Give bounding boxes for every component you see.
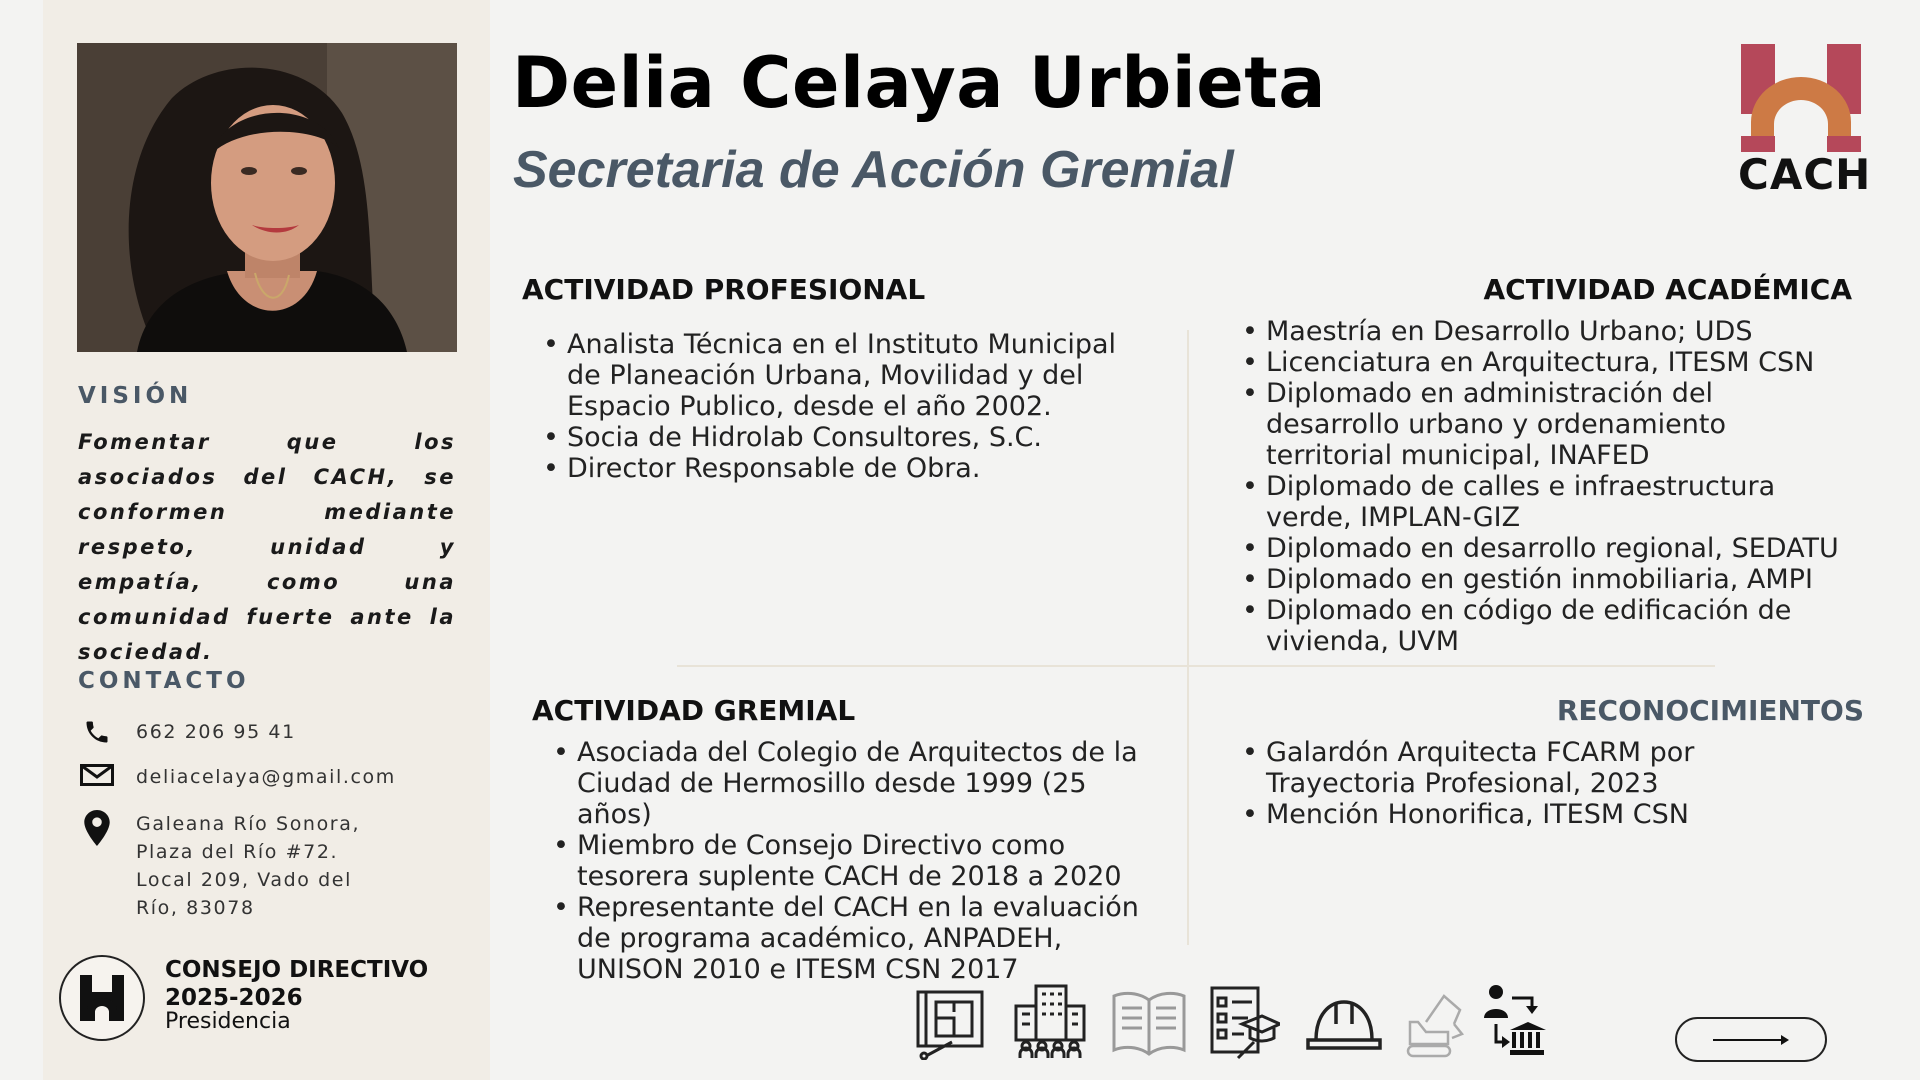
arrow-right-icon <box>1711 1033 1791 1047</box>
list-item: • Analista Técnica en el Instituto Municipal de Planeación Urbana, Movilidad y del Espacio Publico, desde el año 2002. <box>541 329 1151 422</box>
gremial-list <box>551 737 1151 985</box>
profesional-list <box>541 329 1151 484</box>
email-address: deliacelaya@gmail.com <box>136 766 396 788</box>
open-book-icon <box>1110 984 1188 1064</box>
reconocimientos-heading: RECONOCIMIENTOS <box>1556 694 1864 727</box>
academica-list <box>1240 316 1850 657</box>
list-item: • Diplomado en código de edificación de vivienda, UVM <box>1240 595 1850 657</box>
city-buildings-icon <box>1012 984 1088 1064</box>
blueprint-icon <box>912 984 988 1064</box>
academica-heading: ACTIVIDAD ACADÉMICA <box>1483 273 1852 306</box>
list-item: • Licenciatura en Arquitectura, ITESM CSN <box>1240 347 1850 378</box>
excavator-icon <box>1404 984 1470 1064</box>
phone-icon <box>78 718 116 750</box>
profesional-heading: ACTIVIDAD PROFESIONAL <box>522 273 926 306</box>
reconocimientos-list <box>1240 737 1850 830</box>
vision-text: Fomentar que los asociados del CACH, se conformen mediante respeto, unidad y empatía, como una comunidad fuerte ante la sociedad. <box>78 430 456 664</box>
contact-phone-row[interactable] <box>78 718 296 750</box>
person-role: Secretaria de Acción Gremial <box>513 141 1234 199</box>
sidebar <box>43 0 490 1080</box>
gremial-heading: ACTIVIDAD GREMIAL <box>532 694 856 727</box>
person-government-icon <box>1482 984 1546 1064</box>
consejo-title: CONSEJO DIRECTIVO 2025-2026 <box>165 957 429 1011</box>
list-item: • Mención Honorifica, ITESM CSN <box>1240 799 1850 830</box>
list-item: • Representante del CACH en la evaluación de programa académico, ANPADEH, UNISON 2010 e ITESM CSN 2017 <box>551 892 1151 985</box>
list-item: • Socia de Hidrolab Consultores, S.C. <box>541 422 1151 453</box>
checklist-graduation-icon <box>1208 984 1280 1064</box>
list-item: • Maestría en Desarrollo Urbano; UDS <box>1240 316 1850 347</box>
row-divider <box>677 665 1715 667</box>
list-item: • Asociada del Colegio de Arquitectos de la Ciudad de Hermosillo desde 1999 (25 años) <box>551 737 1151 830</box>
email-icon <box>78 763 116 795</box>
list-item: • Director Responsable de Obra. <box>541 453 1151 484</box>
list-item: • Diplomado en administración del desarrollo urbano y ordenamiento territorial municipal, INAFED <box>1240 378 1850 471</box>
phone-number: 662 206 95 41 <box>136 721 296 743</box>
consejo-logo <box>59 955 145 1041</box>
hard-hat-icon <box>1304 984 1384 1064</box>
list-item: • Diplomado de calles e infraestructura verde, IMPLAN-GIZ <box>1240 471 1850 533</box>
list-item: • Miembro de Consejo Directivo como tesorera suplente CACH de 2018 a 2020 <box>551 830 1151 892</box>
cach-logo <box>1738 42 1872 199</box>
vision-heading: VISIÓN <box>78 383 193 409</box>
list-item: • Diplomado en desarrollo regional, SEDATU <box>1240 533 1850 564</box>
column-divider <box>1187 330 1189 945</box>
contact-address-row[interactable] <box>78 810 386 922</box>
cach-logo-text: CACH <box>1738 150 1872 199</box>
list-item: • Galardón Arquitecta FCARM por Trayectoria Profesional, 2023 <box>1240 737 1850 799</box>
location-pin-icon <box>78 810 116 842</box>
profile-photo <box>77 43 457 352</box>
person-name: Delia Celaya Urbieta <box>512 42 1326 124</box>
contact-heading: CONTACTO <box>78 668 250 694</box>
contact-email-row[interactable] <box>78 763 396 795</box>
consejo-subtitle: Presidencia <box>165 1009 291 1034</box>
next-arrow-button[interactable] <box>1675 1017 1827 1062</box>
list-item: • Diplomado en gestión inmobiliaria, AMPI <box>1240 564 1850 595</box>
address-text: Galeana Río Sonora, Plaza del Río #72. Local 209, Vado del Río, 83078 <box>136 813 361 919</box>
